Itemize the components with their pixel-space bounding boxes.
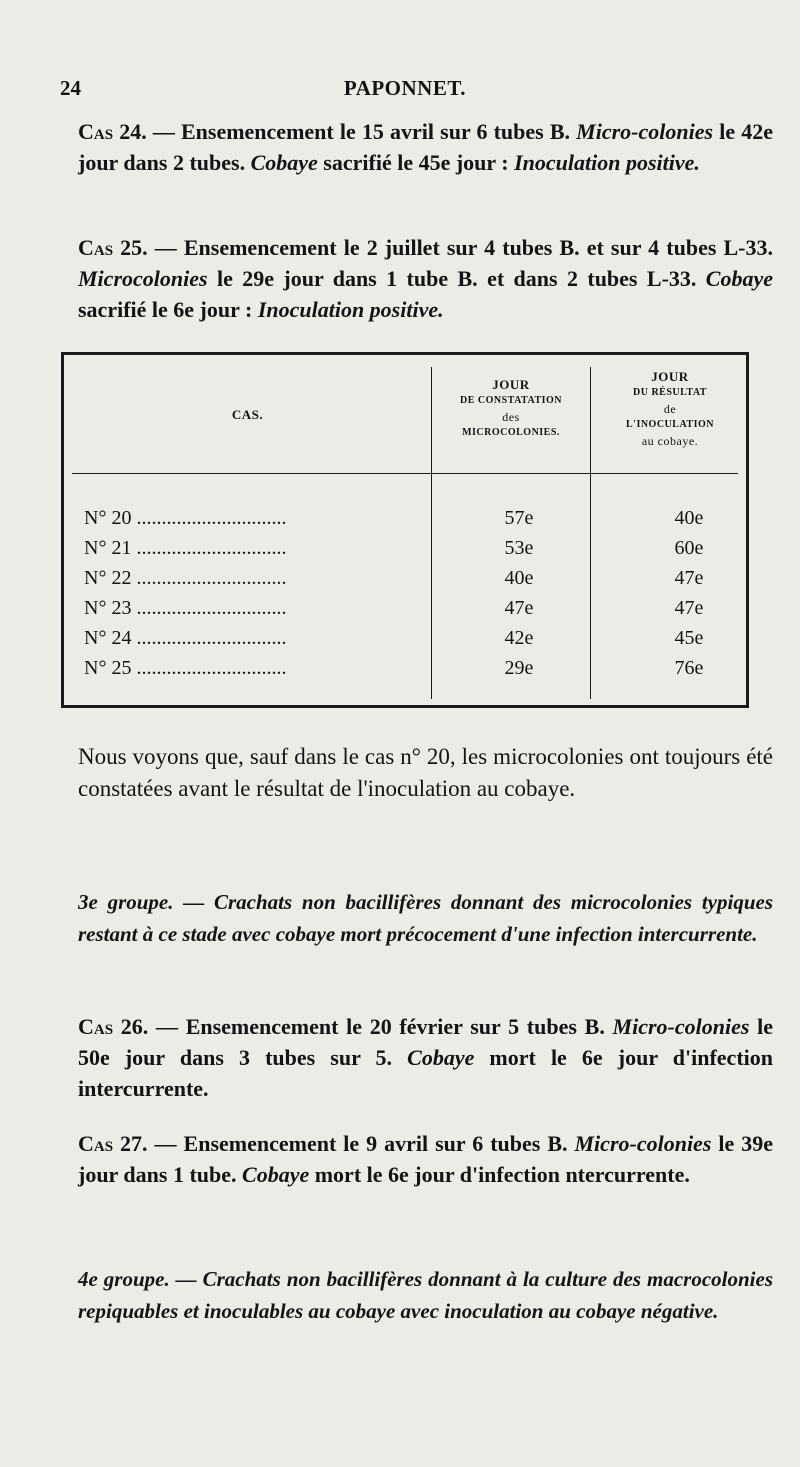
case-25-label: Cas 25. [78, 235, 148, 260]
col-header-microcolonies: JOUR DE CONSTATATION des MICROCOLONIES. [459, 377, 563, 438]
case-26-label: Cas 26. [78, 1014, 149, 1039]
page-number: 24 [60, 76, 81, 100]
group-3-heading: 3e groupe. — Crachats non bacillifères donnant des microcolonies typiques restant à ce stade avec cobaye mort précocement d'une infection intercurrente. [78, 890, 773, 946]
table-row: N° 22 .............................. 40e 47e [84, 567, 704, 589]
table-row: N° 25 .............................. 29e 76e [84, 657, 704, 679]
table-row: N° 21 .............................. 53e 60e [84, 537, 704, 559]
running-title: PAPONNET. [343, 76, 467, 100]
case-24-label: Cas 24. [78, 119, 147, 144]
summary-paragraph: Nous voyons que, sauf dans le cas n° 20, les microcolonies ont toujours été constatées avant le résultat de l'inoculation au cobaye. [78, 744, 773, 801]
case-27-paragraph: Cas 27. — Ensemencement le 9 avril sur 6 tubes B. Micro-colonies le 39e jour dans 1 tube. Cobaye mort le 6e jour d'infection ntercurrente. [78, 1131, 774, 1187]
case-26-paragraph: Cas 26. — Ensemencement le 20 février sur 5 tubes B. Micro-colonies le 50e jour dans 3 tubes sur 5. Cobaye mort le 6e jour d'infection intercurrente. [78, 1014, 774, 1101]
table-header-rule [72, 473, 738, 474]
group-4-heading: 4e groupe. — Crachats non bacillifères donnant à la culture des macrocolonies repiquables et inoculables au cobaye avec inoculation au cobaye négative. [78, 1267, 773, 1323]
table-row: N° 23 .............................. 47e 47e [84, 597, 704, 619]
col-header-cas: CAS. [231, 407, 264, 422]
case-27-label: Cas 27. [78, 1131, 148, 1156]
table-row: N° 24 .............................. 42e 45e [84, 627, 704, 649]
table-row: N° 20 .............................. 57e 40e [84, 507, 704, 529]
case-24-paragraph: Cas 24. — Ensemencement le 15 avril sur 6 tubes B. Micro-colonies le 42e jour dans 2 tubes. Cobaye sacrifié le 45e jour : Inoculation positive. [78, 119, 773, 175]
page-header [60, 76, 750, 104]
col-header-inoculation: JOUR DU RÉSULTAT de L'INOCULATION au cobaye. [626, 369, 714, 448]
case-25-paragraph: Cas 25. — Ensemencement le 2 juillet sur 4 tubes B. et sur 4 tubes L-33. Microcolonies le 29e jour dans 1 tube B. et dans 2 tubes L-33. Cobaye sacrifié le 6e jour : Inoculation positive. [78, 235, 774, 322]
results-table [61, 352, 749, 708]
